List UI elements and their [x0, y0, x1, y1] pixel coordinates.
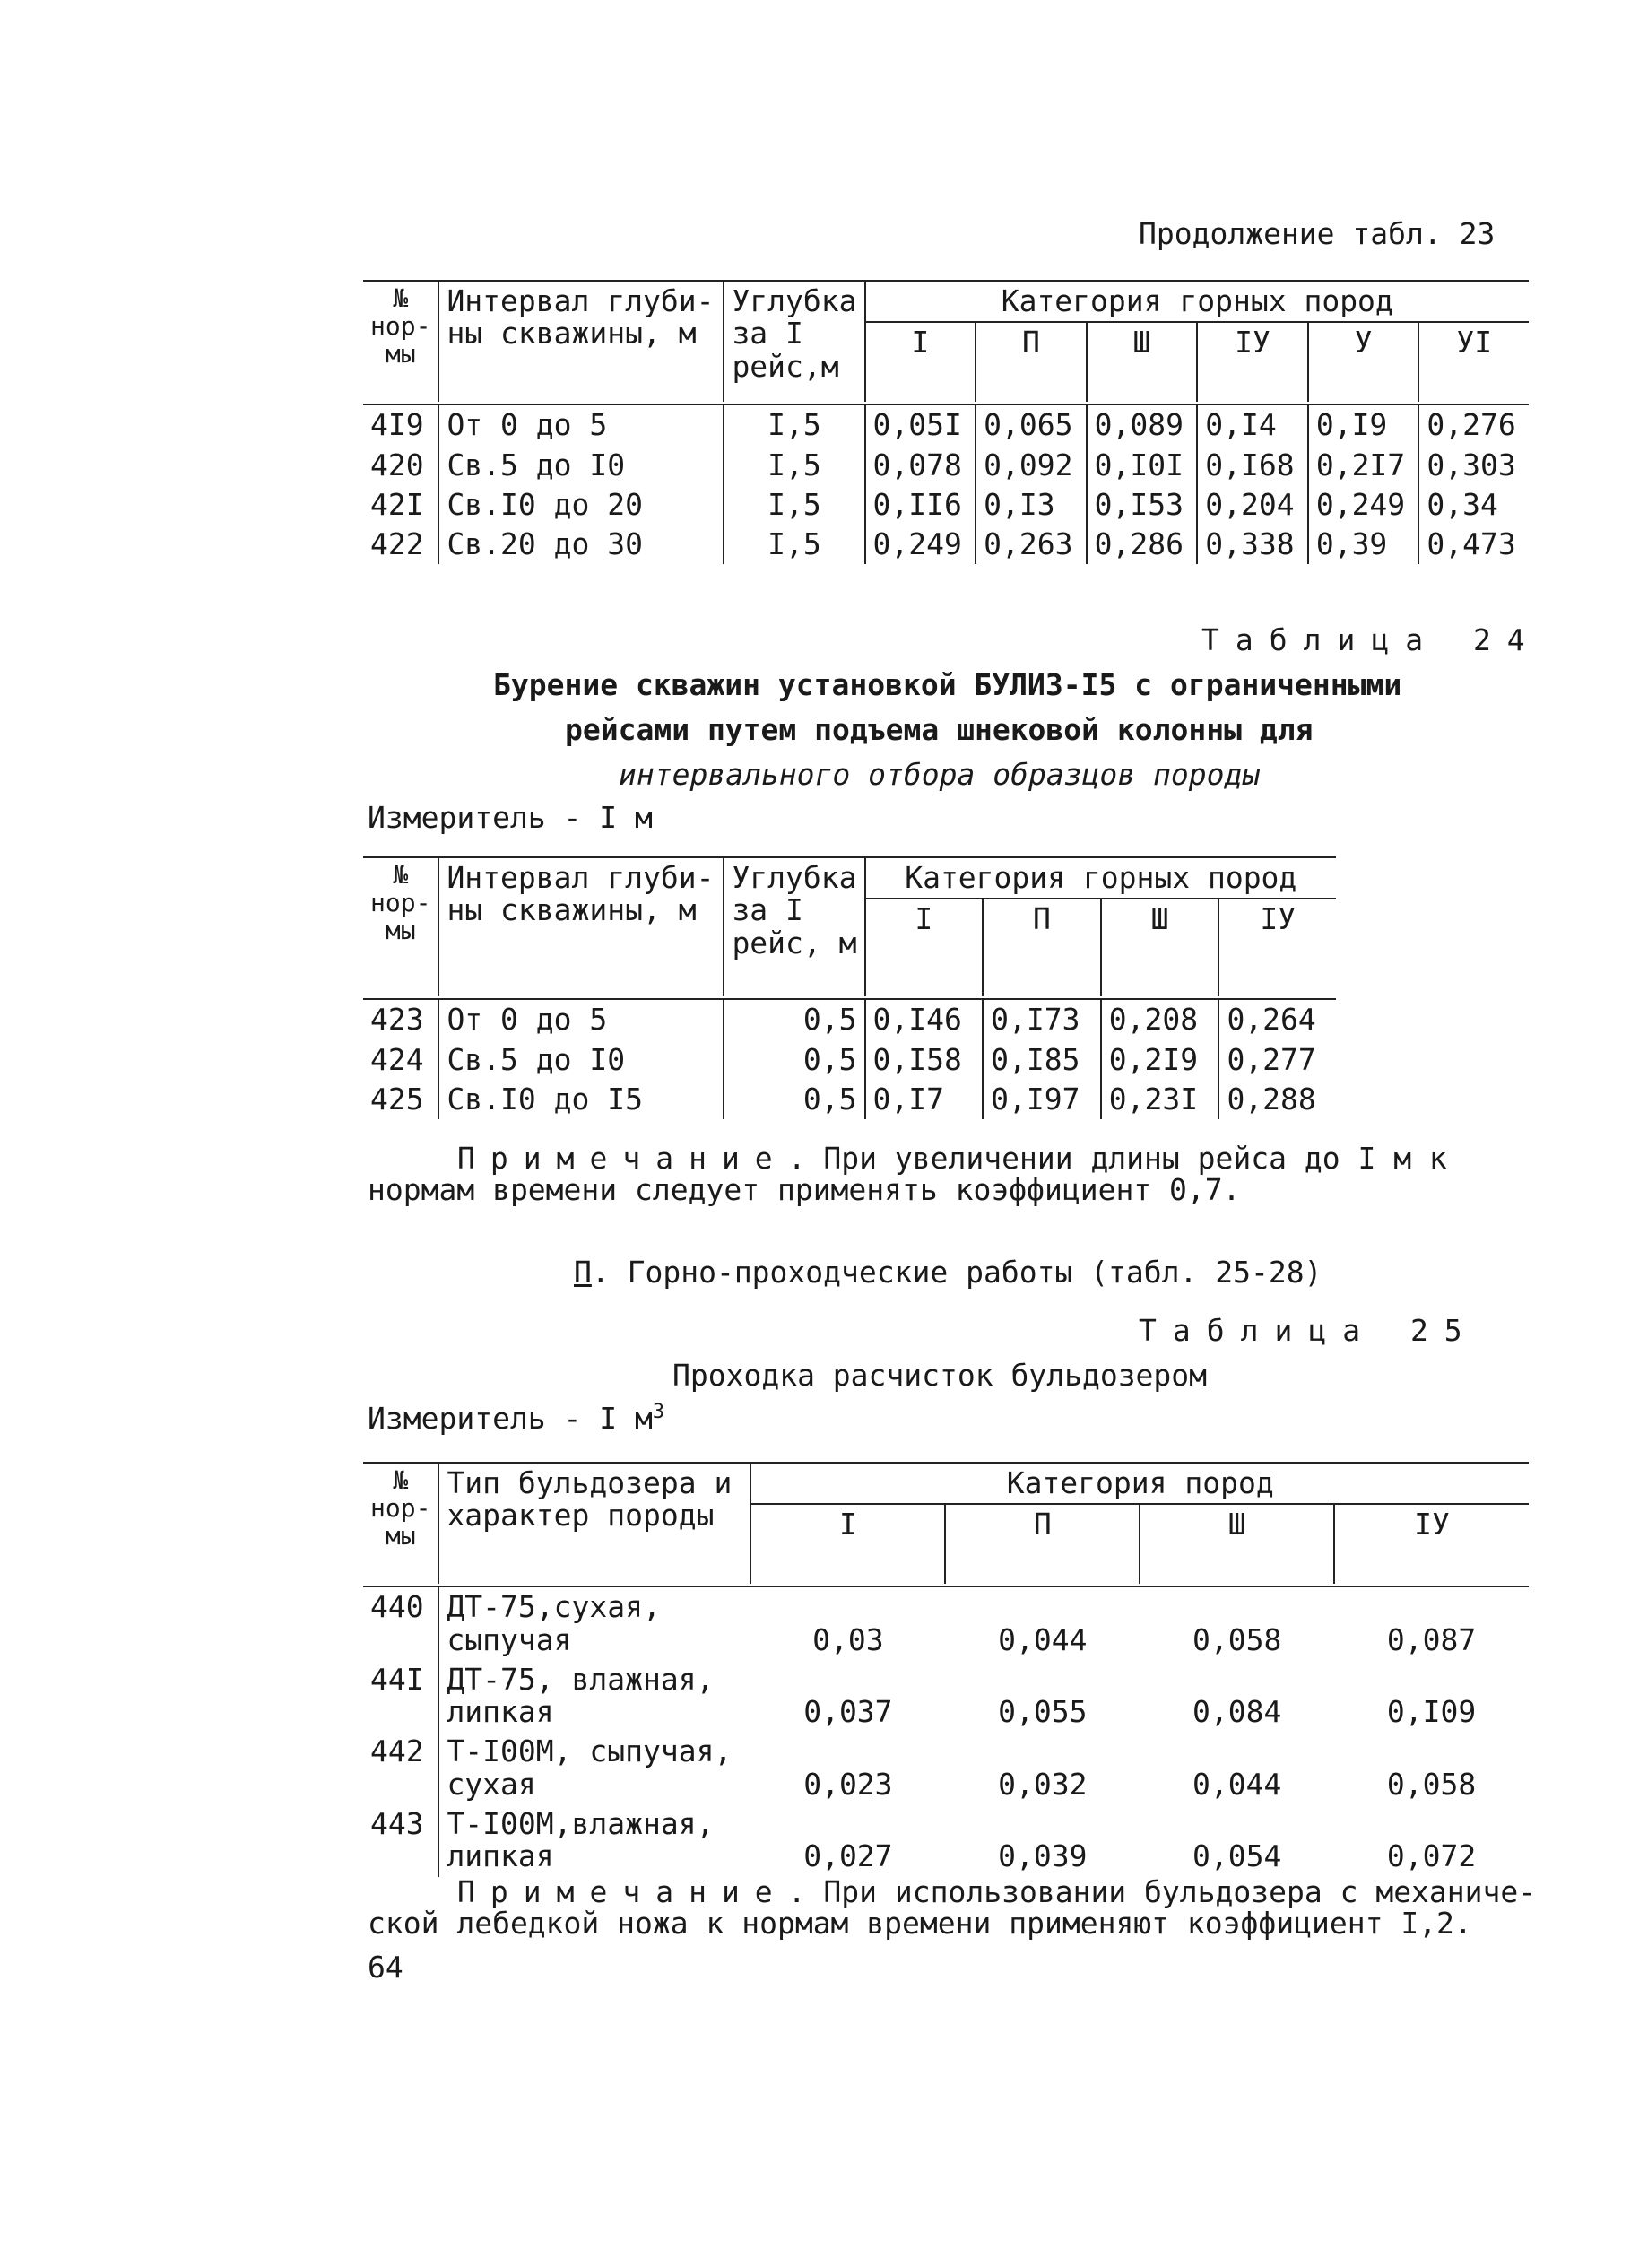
col-header-category-group: Категория пород	[750, 1463, 1529, 1504]
col-header-interval: Интервал глуби- ны скважины, м	[438, 281, 724, 402]
note-text: . При использовании бульдозера с механиче-	[787, 1874, 1537, 1909]
section-numeral: П	[574, 1255, 592, 1290]
cell-value: 0,277	[1218, 1040, 1336, 1080]
row-depth: 0,5	[724, 1080, 864, 1119]
table-24-unit: Измеритель - I м	[368, 800, 653, 835]
cell-value: 0,I68	[1197, 446, 1308, 485]
cell-value: 0,058	[1192, 1621, 1282, 1657]
section-title: . Горно-проходческие работы (табл. 25-28)	[591, 1255, 1322, 1290]
cat-header: Ш	[1140, 1504, 1334, 1584]
cat-header: I	[865, 322, 976, 402]
col-header-num: № нор- мы	[363, 281, 438, 402]
table-24-label: Таблица 24	[1201, 622, 1541, 657]
cell-value: 0,087	[1386, 1621, 1477, 1657]
table-row	[363, 446, 1529, 485]
row-interval: От 0 до 5	[438, 404, 724, 445]
row-type: Т-I00М, сыпучая, сухая	[438, 1732, 750, 1804]
table-row	[363, 1804, 1529, 1877]
row-num: 4I9	[370, 407, 424, 443]
row-interval: Св.I0 до I5	[438, 1080, 724, 1119]
row-num: 44I	[370, 1661, 424, 1697]
cell-value: 0,023	[803, 1766, 893, 1802]
cell-value: 0,276	[1418, 404, 1529, 445]
row-depth: I,5	[724, 485, 864, 525]
table-25-label: Таблица 25	[1139, 1313, 1479, 1348]
row-depth: I,5	[724, 446, 864, 485]
cell-value: 0,I58	[865, 1040, 984, 1080]
cat-header: П	[983, 899, 1101, 996]
cell-value: 0,039	[998, 1838, 1088, 1874]
cell-value: 0,I09	[1386, 1694, 1477, 1730]
cell-value: 0,303	[1418, 446, 1529, 485]
cat-header: П	[976, 322, 1087, 402]
cell-value: 0,I73	[983, 999, 1101, 1039]
cell-value: 0,2I7	[1308, 446, 1419, 485]
col-header-num: № нор- мы	[363, 857, 438, 996]
cell-value: 0,037	[803, 1694, 893, 1730]
unit-superscript: 3	[652, 1401, 665, 1423]
table-23	[363, 280, 1529, 564]
note-line-2: нормам времени следует применять коэффициент 0,7.	[368, 1171, 1241, 1207]
cell-value: 0,23I	[1101, 1080, 1219, 1119]
table-row	[363, 485, 1529, 525]
cell-value: 0,I97	[983, 1080, 1101, 1119]
table-24-title-line: интервального отбора образцов породы	[619, 757, 1261, 792]
col-header-num: № нор- мы	[363, 1463, 438, 1584]
cell-value: 0,249	[1308, 485, 1419, 525]
cell-value: 0,078	[865, 446, 976, 485]
cell-value: 0,065	[976, 404, 1087, 445]
cat-header: I	[865, 899, 984, 996]
row-num: 422	[370, 526, 424, 562]
cell-value: 0,054	[1192, 1838, 1282, 1874]
cell-value: 0,39	[1308, 525, 1419, 564]
cell-value: 0,055	[998, 1694, 1088, 1730]
row-num: 443	[370, 1806, 424, 1842]
table-row	[363, 525, 1529, 564]
row-num: 440	[370, 1589, 424, 1625]
cell-value: 0,044	[1192, 1766, 1282, 1802]
row-interval: От 0 до 5	[438, 999, 724, 1039]
table-row	[363, 1040, 1336, 1080]
cell-value: 0,072	[1386, 1838, 1477, 1874]
note-line-2: ской лебедкой ножа к нормам времени применяют коэффициент I,2.	[368, 1905, 1472, 1941]
table-row	[363, 404, 1529, 445]
row-type: ДТ-75, влажная, липкая	[438, 1660, 750, 1733]
cell-value: 0,I85	[983, 1040, 1101, 1080]
row-num: 42I	[370, 486, 424, 522]
cell-value: 0,263	[976, 525, 1087, 564]
cell-value: 0,249	[865, 525, 976, 564]
note-lead: Примечание	[457, 1874, 788, 1909]
cat-header: Ш	[1101, 899, 1219, 996]
cell-value: 0,II6	[865, 485, 976, 525]
table-25-unit	[368, 1401, 664, 1437]
cell-value: 0,338	[1197, 525, 1308, 564]
row-interval: Св.20 до 30	[438, 525, 724, 564]
table-row	[363, 1732, 1529, 1804]
table-25-note	[368, 1874, 1537, 1941]
note-text: . При увеличении длины рейса до I м к	[787, 1141, 1447, 1176]
cell-value: 0,032	[998, 1766, 1088, 1802]
table-25-title: Проходка расчисток бульдозером	[672, 1358, 1208, 1393]
row-interval: Св.5 до I0	[438, 446, 724, 485]
cat-header: I	[750, 1504, 945, 1584]
row-type: ДТ-75,сухая, сыпучая	[438, 1586, 750, 1660]
table-row	[363, 1660, 1529, 1733]
continuation-label: Продолжение табл. 23	[1139, 216, 1496, 251]
cell-value: 0,092	[976, 446, 1087, 485]
cell-value: 0,34	[1418, 485, 1529, 525]
cell-value: 0,473	[1418, 525, 1529, 564]
table-row	[363, 999, 1336, 1039]
table-24-title-line: Бурение скважин установкой БУЛИЗ-I5 с ограниченными	[493, 667, 1402, 702]
cell-value: 0,I9	[1308, 404, 1419, 445]
table-24-title-line: рейсами путем подъема шнековой колонны для	[565, 712, 1314, 747]
row-depth: 0,5	[724, 999, 864, 1039]
row-interval: Св.5 до I0	[438, 1040, 724, 1080]
cell-value: 0,I53	[1087, 485, 1198, 525]
row-type: Т-I00М,влажная, липкая	[438, 1804, 750, 1877]
col-header-category-group: Категория горных пород	[865, 281, 1529, 322]
cat-header: УI	[1418, 322, 1529, 402]
cell-value: 0,I46	[865, 999, 984, 1039]
cell-value: 0,286	[1087, 525, 1198, 564]
col-header-depth: Углубка за I рейс,м	[724, 281, 864, 402]
cell-value: 0,288	[1218, 1080, 1336, 1119]
cell-value: 0,I4	[1197, 404, 1308, 445]
row-num: 420	[370, 447, 424, 482]
col-header-category-group: Категория горных пород	[865, 857, 1336, 899]
row-depth: I,5	[724, 525, 864, 564]
col-header-depth: Углубка за I рейс, м	[724, 857, 864, 996]
cell-value: 0,208	[1101, 999, 1219, 1039]
cell-value: 0,089	[1087, 404, 1198, 445]
cell-value: 0,084	[1192, 1694, 1282, 1730]
cat-header: IУ	[1197, 322, 1308, 402]
unit-text: Измеритель - I м	[368, 1401, 653, 1436]
cat-header: У	[1308, 322, 1419, 402]
cat-header: П	[945, 1504, 1140, 1584]
row-num: 423	[370, 1002, 424, 1038]
row-num: 424	[370, 1041, 424, 1077]
table-row	[363, 1586, 1529, 1660]
section-heading	[574, 1256, 1322, 1290]
cat-header: IУ	[1334, 1504, 1529, 1584]
row-depth: 0,5	[724, 1040, 864, 1080]
cell-value: 0,I7	[865, 1080, 984, 1119]
row-depth: I,5	[724, 404, 864, 445]
table-24	[363, 856, 1336, 1119]
cat-header: Ш	[1087, 322, 1198, 402]
col-header-interval: Интервал глуби- ны скважины, м	[438, 857, 724, 996]
cell-value: 0,044	[998, 1621, 1088, 1657]
col-header-type: Тип бульдозера и характер породы	[438, 1463, 750, 1584]
cell-value: 0,204	[1197, 485, 1308, 525]
cell-value: 0,2I9	[1101, 1040, 1219, 1080]
note-lead: Примечание	[457, 1141, 788, 1176]
cell-value: 0,05I	[865, 404, 976, 445]
cell-value: 0,264	[1218, 999, 1336, 1039]
cell-value: 0,058	[1386, 1766, 1477, 1802]
cell-value: 0,I0I	[1087, 446, 1198, 485]
table-24-note	[368, 1143, 1447, 1205]
cell-value: 0,027	[803, 1838, 893, 1874]
cell-value: 0,03	[812, 1621, 884, 1657]
row-interval: Св.I0 до 20	[438, 485, 724, 525]
row-num: 442	[370, 1734, 424, 1769]
cell-value: 0,I3	[976, 485, 1087, 525]
page-number: 64	[368, 1950, 403, 1985]
table-row	[363, 1080, 1336, 1119]
cat-header: IУ	[1218, 899, 1336, 996]
row-num: 425	[370, 1081, 424, 1117]
table-25	[363, 1462, 1529, 1877]
